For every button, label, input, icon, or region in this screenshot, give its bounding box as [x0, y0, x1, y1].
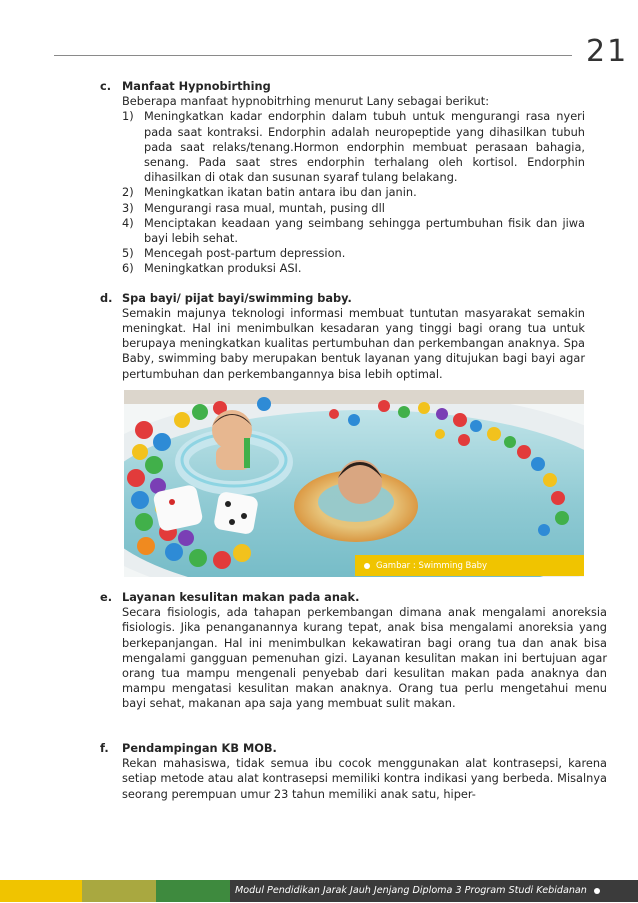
caption-text: Gambar : Swimming Baby	[376, 560, 488, 571]
footer-stripe-olive	[82, 880, 156, 902]
figure-caption	[355, 555, 584, 576]
pool-illustration	[124, 390, 584, 577]
list-item: 5) Mencegah post-partum depression.	[122, 246, 346, 261]
page-number: 21	[586, 34, 629, 69]
footer-stripe-yellow	[0, 880, 82, 902]
main-content	[100, 79, 585, 382]
section-d-text: Semakin majunya teknologi informasi membuat tuntutan masyarakat semakin meningkat. Hal ini menimbulkan kesadaran yang tinggi bagi orang tua untuk berupaya meningkatkan kualitas pertumbuhan dan perkembangan anaknya. Spa Baby, swimming baby merupakan bentuk layanan yang ditujukan bagi bayi agar pertumbuhan dan perkembangannya bisa lebih optimal.	[122, 305, 585, 381]
swimming-baby-photo	[124, 390, 584, 577]
footer-bullet-icon	[594, 888, 600, 894]
section-d-title: Spa bayi/ pijat bayi/swimming baby.	[122, 290, 352, 305]
footer-text: Modul Pendidikan Jarak Jauh Jenjang Diploma 3 Program Studi Kebidanan	[235, 885, 587, 896]
list-item: 4) Menciptakan keadaan yang seimbang sehingga pertumbuhan fisik dan jiwa bayi lebih sehat.	[122, 215, 585, 246]
list-item: 3) Mengurangi rasa mual, muntah, pusing dll	[122, 200, 385, 215]
list-item: 6) Meningkatkan produksi ASI.	[122, 261, 302, 276]
section-d-letter: d.	[100, 290, 113, 305]
section-c-title: Manfaat Hypnobirthing	[122, 79, 271, 93]
section-f-letter: f.	[100, 741, 109, 755]
section-f	[100, 741, 607, 802]
section-f-text: Rekan mahasiswa, tidak semua ibu cocok menggunakan alat kontrasepsi, karena setiap metode atau alat kontrasepsi memiliki kontra indikasi yang berbeda. Misalnya seorang perempuan umur 23 tahun memiliki anak satu, hiper-	[122, 756, 607, 801]
section-c-intro: Beberapa manfaat hypnobitrhing menurut Lany sebagai berikut:	[122, 94, 490, 109]
section-e-text: Secara fisiologis, ada tahapan perkembangan dimana anak mengalami anoreksia fisiologis. Jika penanganannya kurang tepat, anak bisa mengalami anoreksia yang berkepanjangan. Hal ini menimbulkan kekawatiran bagi orang tua dan anak bisa mengalami gangguan pemenuhan gizi. Layanan kesulitan makan ini bertujuan agar orang tua mampu mengenali penyebab dari kesulitan makan pada anaknya dan mampu mengatasi kesulitan makan anaknya. Orang tua perlu mengetahui menu bayi sehat, makanan apa saja yang membuat sulit makan.	[122, 605, 607, 711]
caption-bullet-icon	[364, 563, 370, 569]
list-item: 2) Meningkatkan ikatan batin antara ibu dan janin.	[122, 185, 417, 200]
footer-stripe-green	[156, 880, 230, 902]
list-item: 1) Meningkatkan kadar endorphin dalam tubuh untuk mengurangi rasa nyeri pada saat kontraksi. Endorphin adalah neuropeptide yang dihasilkan tubuh pada saat relaks/tenang.Hormon endorphin membuat perasaan bahagia, senang. Pada saat stres endorphin terhalang oleh kortisol. Endorphin dihasilkan di otak dan susunan syaraf tulang belakang.	[122, 109, 585, 185]
page-footer	[0, 880, 638, 902]
benefit-list	[122, 109, 585, 276]
section-e	[100, 590, 607, 712]
section-f-title: Pendampingan KB MOB.	[122, 741, 277, 755]
section-e-letter: e.	[100, 590, 113, 604]
section-d	[100, 291, 585, 382]
section-c-letter: c.	[100, 79, 112, 93]
header-rule	[54, 55, 572, 56]
section-e-title: Layanan kesulitan makan pada anak.	[122, 590, 360, 604]
section-c	[100, 79, 585, 277]
